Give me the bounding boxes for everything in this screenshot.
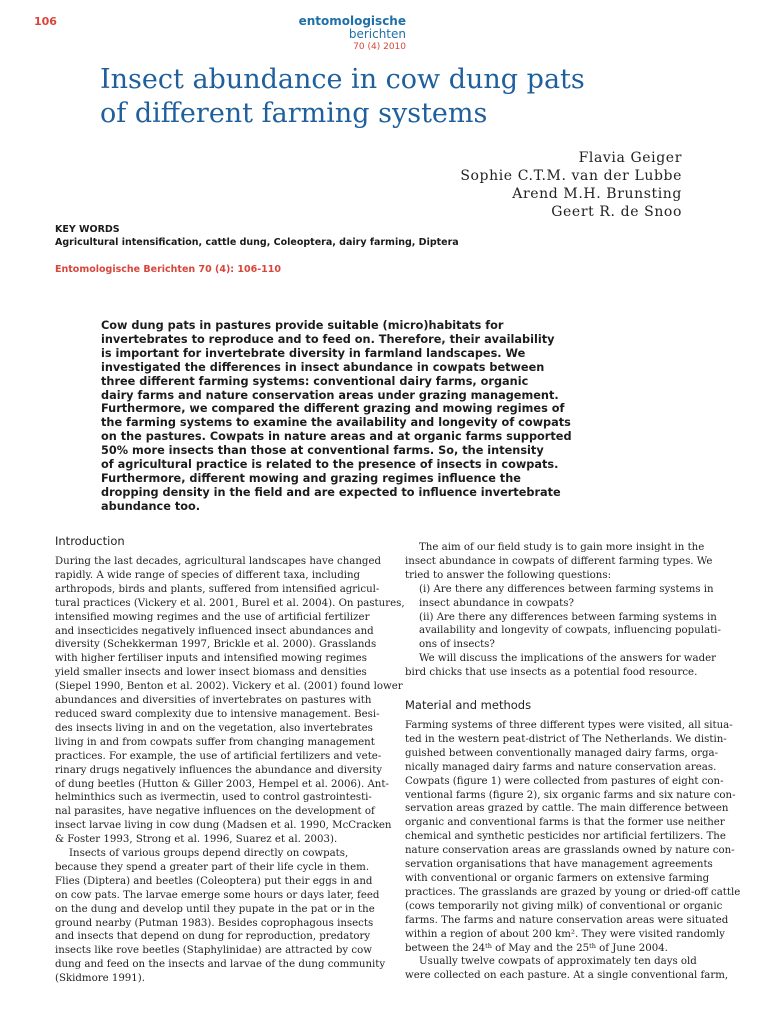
text-line: and insecticides negatively influenced insect abundances and <box>55 625 374 637</box>
journal-name-rest: berichten <box>348 27 406 41</box>
text-line: reduced sward complexity due to intensive management. Besi- <box>55 708 380 720</box>
text-line: living in and from cowpats suffer from changing management <box>55 736 375 748</box>
text-line: dung and feed on the insects and larvae of the dung community <box>55 959 386 971</box>
abstract-line: 50% more insects than those at conventional farms. So, the intensity <box>101 444 544 458</box>
text-line: chemical and synthetic pesticides nor artificial fertilizers. The <box>405 831 726 843</box>
text-line: farms. The farms and nature conservation areas were situated <box>405 914 729 926</box>
text-line: guished between conventionally managed dairy farms, orga- <box>405 747 719 759</box>
text-line: (Siepel 1990, Benton et al. 2002). Vickery et al. (2001) found lower <box>55 681 403 693</box>
text-line: The aim of our field study is to gain more insight in the <box>419 542 705 553</box>
abstract-line: investigated the differences in insect abundance in cowpats between <box>101 360 545 374</box>
abstract-line: invertebrates to reproduce and to feed on. Therefore, their availability <box>101 332 555 346</box>
article-title <box>100 63 720 131</box>
text-line: rinary drugs negatively influences the abundance and diversity <box>55 764 383 776</box>
keywords-list: Agricultural intensification, cattle dung, Coleoptera, dairy farming, Diptera <box>55 237 459 248</box>
text-line: Farming systems of three different types were visited, all situa- <box>405 720 733 731</box>
text-line: between the 24th of May and the 25th of June 2004. <box>405 941 668 954</box>
text-line: with higher fertiliser inputs and intensified mowing regimes <box>55 653 367 665</box>
abstract-line: is important for invertebrate diversity in farmland landscapes. We <box>101 346 526 360</box>
author: Arend M.H. Brunsting <box>512 186 682 202</box>
abstract-line: abundance too. <box>101 499 201 513</box>
abstract-line: dropping density in the field and are expected to influence invertebrate <box>101 485 561 499</box>
text-line: nal parasites, have negative influences on the development of <box>55 806 375 818</box>
text-line: Usually twelve cowpats of approximately ten days old <box>419 956 697 968</box>
text-line: insect abundance in cowpats of different farming types. We <box>405 555 713 567</box>
page-number: 106 <box>34 15 57 28</box>
abstract-line: Furthermore, we compared the different grazing and mowing regimes of <box>101 402 565 416</box>
text-line: tural practices (Vickery et al. 2001, Burel et al. 2004). On pastures, <box>55 597 405 609</box>
author-list <box>460 149 682 221</box>
text-line: ground nearby (Putman 1983). Besides coprophagous insects <box>55 917 374 929</box>
text-line: intensified mowing regimes and the use of artificial fertilizer <box>55 611 370 623</box>
keywords-heading: KEY WORDS <box>55 224 120 235</box>
author: Geert R. de Snoo <box>551 204 682 220</box>
abstract-line: Furthermore, different mowing and grazing regimes influence the <box>101 471 521 485</box>
text-line: nature conservation areas are grasslands owned by nature con- <box>405 845 735 857</box>
text-line: & Foster 1993, Strong et al. 1996, Suarez et al. 2003). <box>55 834 338 846</box>
journal-volume: 70 (4) 2010 <box>353 42 406 52</box>
text-line: bird chicks that use insects as a potential food resource. <box>405 667 698 679</box>
text-line: with conventional or organic farmers on extensive farming <box>405 872 710 884</box>
text-line: (ii) Are there any differences between farming systems in <box>419 611 717 623</box>
introduction-text <box>55 555 405 986</box>
section-heading-introduction: Introduction <box>55 534 125 548</box>
text-line: insect larvae living in cow dung (Madsen et al. 1990, McCracken <box>55 820 392 832</box>
text-line: within a region of about 200 km². They were visited randomly <box>405 928 725 940</box>
text-line: ventional farms (figure 2), six organic farms and six nature con- <box>405 789 736 801</box>
aim-text <box>405 541 735 680</box>
text-line: servation organisations that have management agreements <box>405 859 713 871</box>
abstract-line: three different farming systems: conventional dairy farms, organic <box>101 374 529 388</box>
text-line: des insects living in and on the vegetation, also invertebrates <box>55 722 373 734</box>
text-line: of dung beetles (Hutton & Giller 2003, Hempel et al. 2006). Ant- <box>55 778 389 790</box>
text-line: During the last decades, agricultural landscapes have changed <box>55 556 381 567</box>
text-line: were collected on each pasture. At a single conventional farm, <box>405 970 729 982</box>
text-line: Flies (Diptera) and beetles (Coleoptera) put their eggs in and <box>55 875 373 887</box>
text-line: insect abundance in cowpats? <box>419 597 574 609</box>
text-line: practices. For example, the use of artificial fertilizers and vete- <box>55 750 382 762</box>
journal-name-bold: entomologische <box>298 14 406 28</box>
text-line: yield smaller insects and lower insect biomass and densities <box>55 667 367 679</box>
abstract <box>101 319 581 514</box>
text-line: organic and conventional farms is that the former use neither <box>405 817 725 829</box>
text-line: ons of insects? <box>419 639 495 651</box>
text-line: and insects that depend on dung for reproduction, predatory <box>55 931 371 943</box>
text-line: servation areas grazed by cattle. The main difference between <box>405 803 729 815</box>
text-line: on the dung and develop until they pupate in the pat or in the <box>55 903 375 915</box>
text-line: availability and longevity of cowpats, influencing populati- <box>419 625 721 637</box>
abstract-line: Cow dung pats in pastures provide suitable (micro)habitats for <box>101 319 504 332</box>
methods-text <box>405 719 741 983</box>
text-line: (Skidmore 1991). <box>55 973 145 985</box>
abstract-line: dairy farms and nature conservation areas under grazing management. <box>101 388 559 402</box>
text-line: tried to answer the following questions: <box>405 569 612 581</box>
text-line: nically managed dairy farms and nature conservation areas. <box>405 761 717 773</box>
text-line: insects like rove beetles (Staphylinidae) are attracted by cow <box>55 945 372 957</box>
author: Sophie C.T.M. van der Lubbe <box>460 168 682 184</box>
text-line: (i) Are there any differences between farming systems in <box>419 583 714 595</box>
text-line: abundances and diversities of invertebrates on pastures with <box>55 695 372 707</box>
text-line: Insects of various groups depend directly on cowpats, <box>69 848 349 860</box>
section-heading-methods: Material and methods <box>405 698 532 712</box>
text-line: diversity (Schekkerman 1997, Brickle et al. 2000). Grasslands <box>55 639 377 651</box>
abstract-line: the farming systems to examine the availability and longevity of cowpats <box>101 416 571 430</box>
author: Flavia Geiger <box>578 150 682 166</box>
text-line: Cowpats (figure 1) were collected from pastures of eight con- <box>405 775 724 787</box>
text-line: practices. The grasslands are grazed by young or dried-off cattle <box>405 886 741 898</box>
journal-name <box>258 15 406 54</box>
text-line: ted in the western peat-district of The Netherlands. We distin- <box>405 733 727 745</box>
text-line: We will discuss the implications of the answers for wader <box>419 653 717 665</box>
title-line: of different farming systems <box>100 98 488 129</box>
citation: Entomologische Berichten 70 (4): 106-110 <box>55 264 281 275</box>
text-line: (cows temporarily not giving milk) of conventional or organic <box>405 900 723 912</box>
abstract-line: on the pastures. Cowpats in nature areas and at organic farms supported <box>101 430 572 444</box>
title-line: Insect abundance in cow dung pats <box>100 64 585 95</box>
abstract-line: of agricultural practice is related to the presence of insects in cowpats. <box>101 458 559 472</box>
text-line: rapidly. A wide range of species of different taxa, including <box>55 569 361 581</box>
text-line: on cow pats. The larvae emerge some hours or days later, feed <box>55 889 380 901</box>
text-line: arthropods, birds and plants, suffered from intensified agricul- <box>55 583 380 595</box>
text-line: because they spend a greater part of their life cycle in them. <box>55 861 370 873</box>
text-line: helminthics such as ivermectin, used to control gastrointesti- <box>55 792 372 804</box>
